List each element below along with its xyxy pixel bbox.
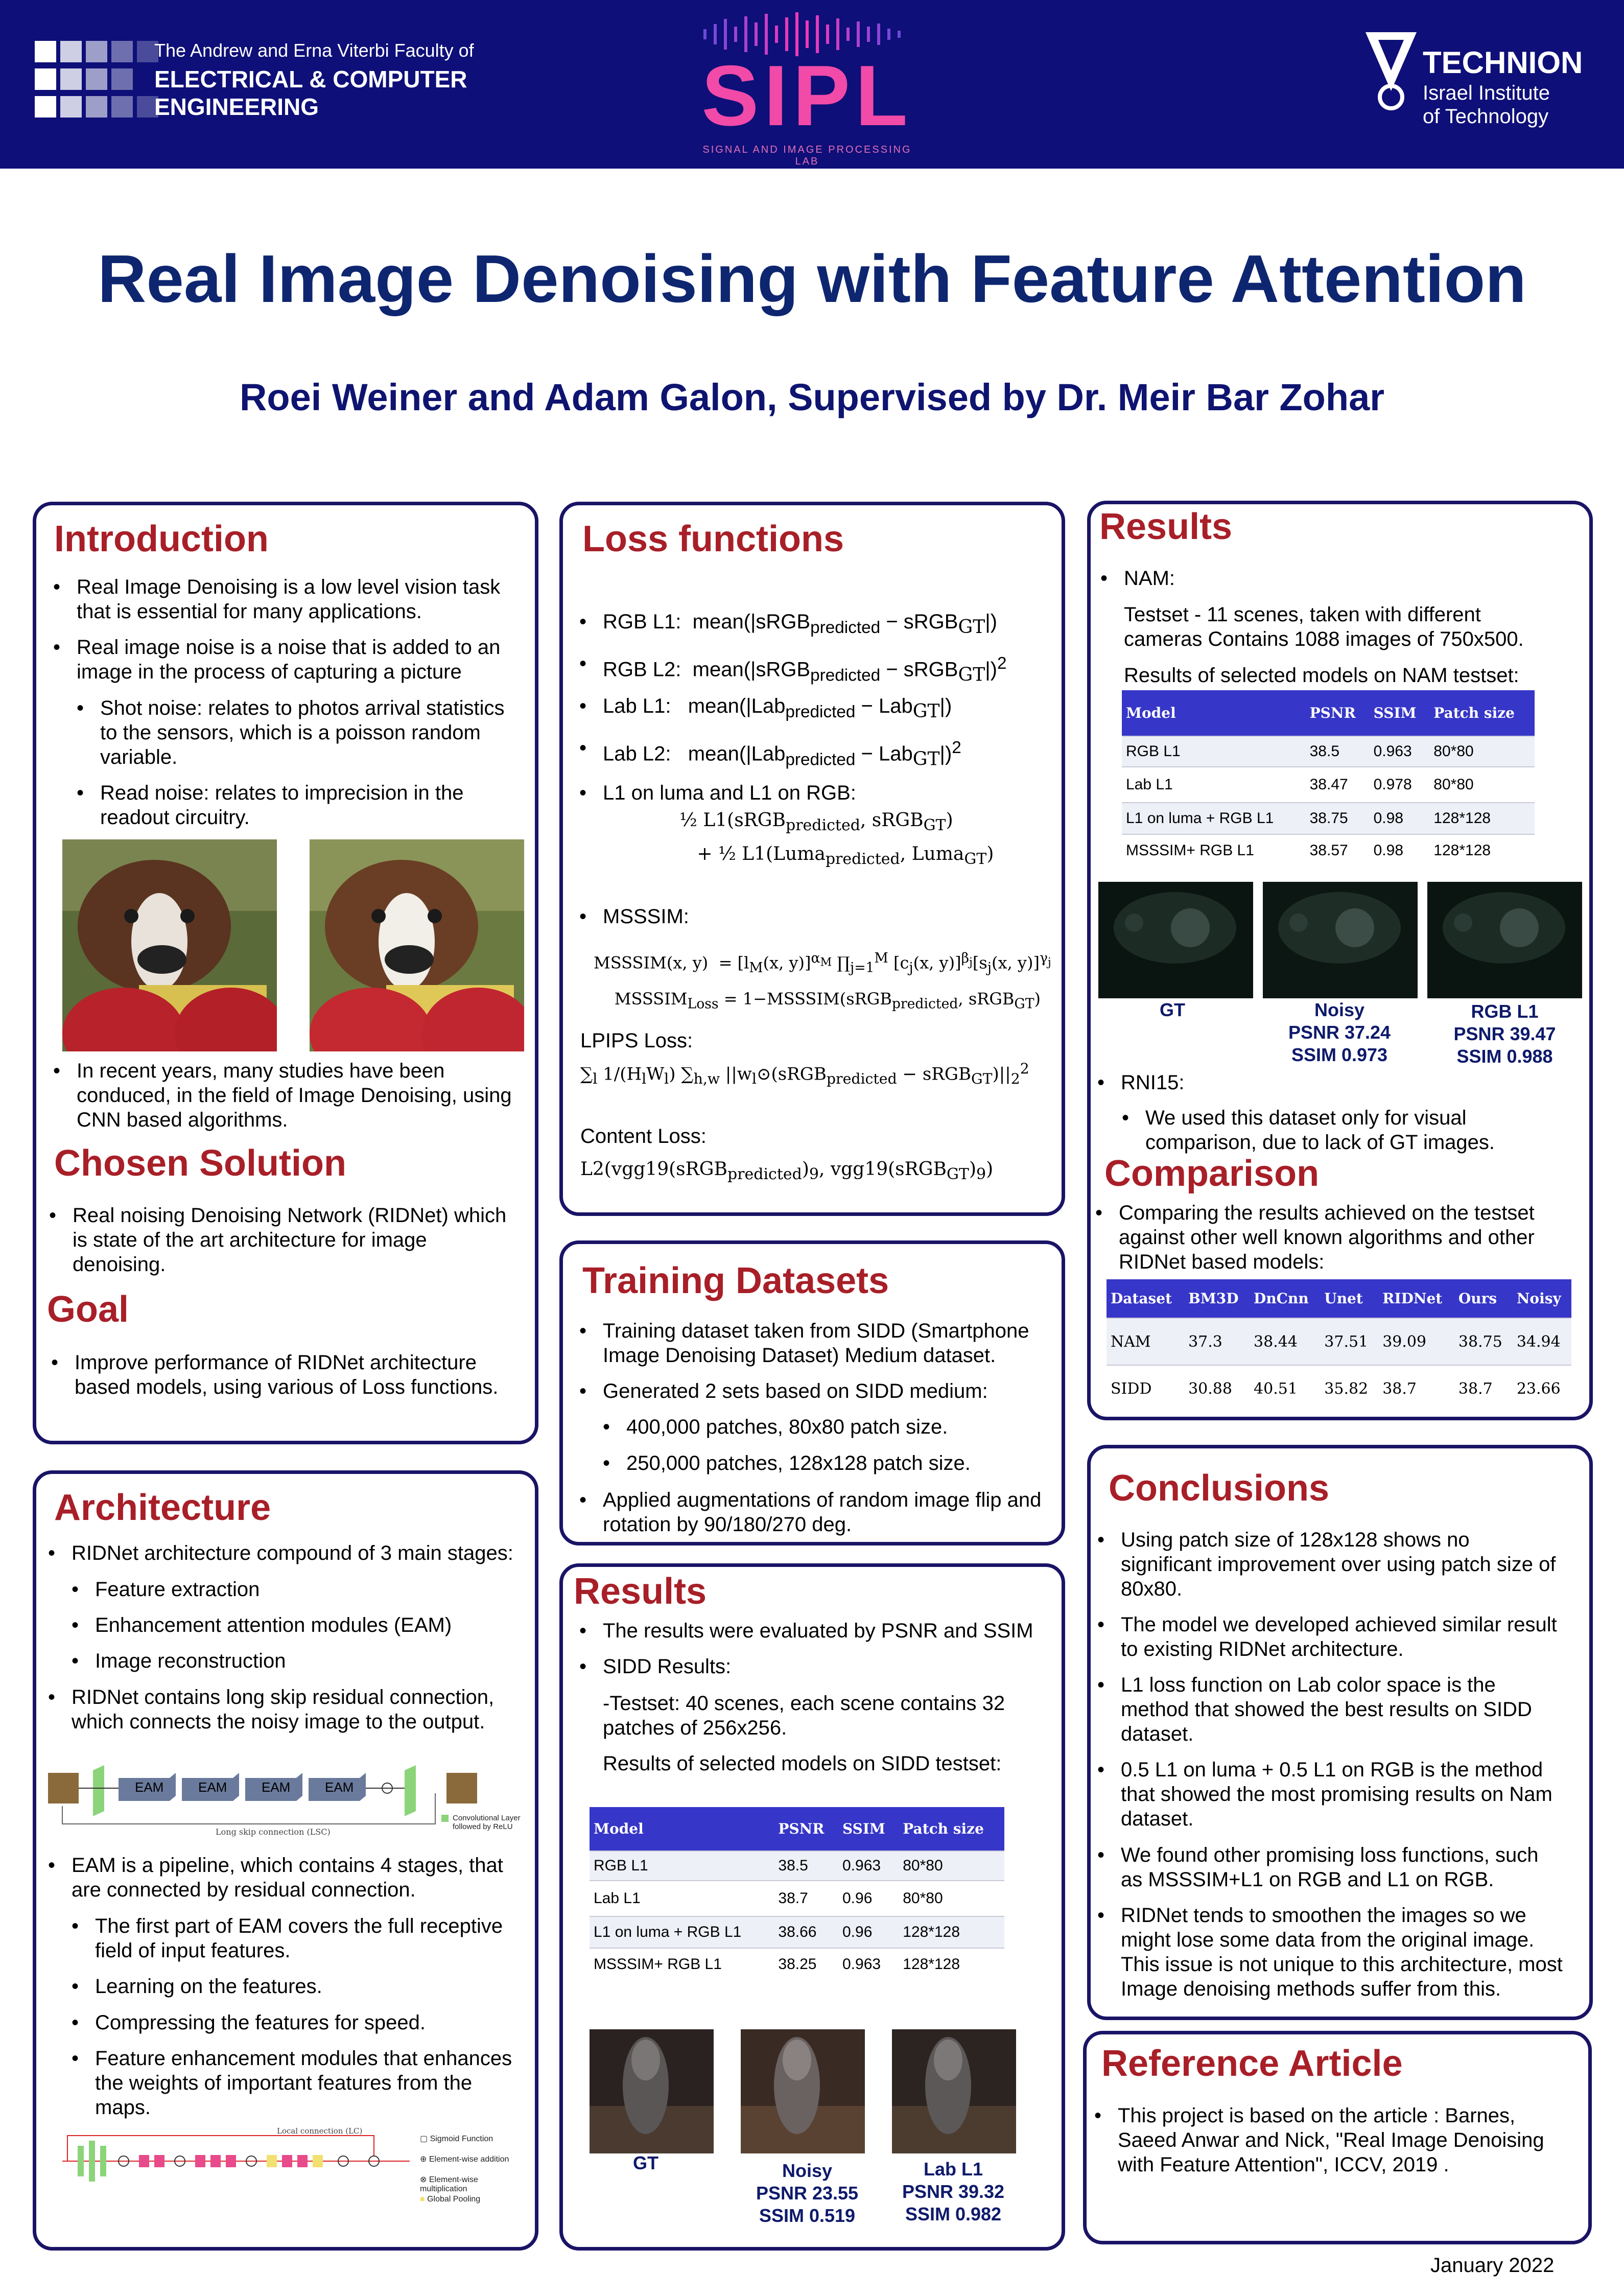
header-banner bbox=[0, 0, 1624, 169]
legend-pooling: ■ Global Pooling bbox=[420, 2195, 481, 2204]
datasets-sub-2: • 250,000 patches, 128x128 patch size. bbox=[626, 1451, 1050, 1475]
loss-title: Loss functions bbox=[582, 519, 844, 559]
results-nam-sub-1: • We used this dataset only for visual comparison, due to lack of GT images. bbox=[1145, 1106, 1554, 1155]
luma-rgb-equation: ½ L1(sRGB$_{predicted}$, sRGB$_{GT}$) + ½ L1(Luma$_{predicted}$, Luma$_{GT}$) bbox=[679, 810, 994, 869]
arch-bullet-3: • EAM is a pipeline, which contains 4 stages, that are connected by residual connection. bbox=[72, 1853, 521, 1902]
eam-label-2: EAM bbox=[198, 1779, 227, 1795]
chosen-title: Chosen Solution bbox=[54, 1143, 346, 1184]
technion-sub1: Israel Institute bbox=[1423, 82, 1550, 104]
arch-sub-7: • Feature enhancement modules that enhances the weights of important features from the maps. bbox=[95, 2046, 514, 2120]
intro-bullet-2: • Real image noise is a noise that is added to an image in the process of capturing a picture bbox=[77, 635, 516, 684]
legend-sigmoid: ▢ Sigmoid Function bbox=[420, 2135, 493, 2143]
arch-sub-6: • Compressing the features for speed. bbox=[95, 2010, 514, 2035]
faculty-line3: ENGINEERING bbox=[154, 93, 319, 120]
nam-cap-gt: GT bbox=[1160, 999, 1185, 1020]
sigmoid-icon: ▢ bbox=[420, 2135, 430, 2143]
table-row: RGB L1 38.5 0.963 80*80 bbox=[1122, 736, 1535, 767]
results-nam-testset: Testset - 11 scenes, taken with different cameras Contains 1088 images of 750x500. bbox=[1124, 603, 1524, 650]
nam-gt-image bbox=[1098, 882, 1253, 998]
comparison-title: Comparison bbox=[1104, 1153, 1320, 1194]
results-nam-caption: Results of selected models on NAM testset: bbox=[1124, 664, 1519, 687]
nam-results-table bbox=[1122, 690, 1535, 866]
comparison-bullet-1: • Comparing the results achieved on the testset against other well known algorithms and other RIDNet based models: bbox=[1119, 1201, 1568, 1274]
technion-emblem-icon bbox=[1363, 30, 1419, 111]
table-row: SIDD 30.88 40.51 35.82 38.7 38.7 23.66 bbox=[1107, 1365, 1571, 1412]
sipl-subtitle: SIGNAL AND IMAGE PROCESSING LAB bbox=[702, 144, 912, 167]
sidd-lab-image bbox=[892, 2029, 1016, 2153]
datasets-title: Training Datasets bbox=[582, 1260, 889, 1301]
eam-label-4: EAM bbox=[325, 1779, 354, 1795]
comparison-table bbox=[1107, 1279, 1571, 1412]
clean-dog-image bbox=[310, 839, 524, 1051]
content-equation: $L2(vgg19(sRGB_{predicted})_9$, $vgg19(sRGB_{GT})_9$) bbox=[580, 1159, 994, 1184]
eam-label-1: EAM bbox=[135, 1779, 164, 1795]
sidd-cap-lab: Lab L1 PSNR 39.32 SSIM 0.982 bbox=[902, 2159, 1005, 2224]
results-sidd-bullet-1: • The results were evaluated by PSNR and SSIM bbox=[603, 1619, 1052, 1643]
results-sidd-caption: Results of selected models on SIDD testset: bbox=[603, 1752, 1002, 1775]
conclusions-bullet-2: • The model we developed achieved similar result to existing RIDNet architecture. bbox=[1121, 1612, 1565, 1661]
table-header-row: Model PSNR SSIM Patch size bbox=[590, 1807, 1004, 1851]
conclusions-bullet-4: • 0.5 L1 on luma + 0.5 L1 on RGB is the method that showed the most promising results on Nam dataset. bbox=[1121, 1758, 1565, 1831]
results-nam-title: Results bbox=[1099, 506, 1233, 547]
intro-bullet-3: • In recent years, many studies have been conduced, in the field of Image Denoising, using CNN based algorithms. bbox=[77, 1059, 516, 1132]
loss-lab-l1: • Lab L1: mean(|Lab$_{predicted}$ − Lab$_{GT}$|) bbox=[603, 694, 1052, 724]
loss-lpips: LPIPS Loss: bbox=[580, 1029, 693, 1052]
nam-noisy-image bbox=[1263, 882, 1418, 998]
conclusions-title: Conclusions bbox=[1109, 1468, 1330, 1509]
conclusions-bullet-3: • L1 loss function on Lab color space is the method that showed the best results on SIDD dataset. bbox=[1121, 1673, 1565, 1746]
loss-msssim: • MSSSIM: bbox=[603, 904, 1052, 929]
conv-legend: Convolutional Layer followed by ReLU bbox=[453, 1814, 521, 1831]
conclusions-bullet-6: • RIDNet tends to smoothen the images so we might lose some data from the original image. This issue is not unique to this architecture, most Image denoising methods suffer from this. bbox=[1121, 1903, 1565, 2001]
msssim-equation: MSSSIM(x, $y) = [l_M(x$, y)]$^{\alpha_M}$ $\prod_{j=1}^M$ [$c_j(x$, $y)]^{\beta_j}[s_j(x$, y)]$^{\gamma_j}$ $MSSSIM_{Loss}$ = 1−MSSSIM(sRGB$_{predicted}$, sRGB$_{GT}$) bbox=[594, 950, 1051, 1012]
table-row: NAM 37.3 38.44 37.51 39.09 38.75 34.94 bbox=[1107, 1318, 1571, 1365]
loss-rgb-l1: • RGB L1: mean(|sRGB$_{predicted}$ − sRGB$_{GT}$|) bbox=[603, 610, 1052, 640]
sidd-cap-noisy: Noisy PSNR 23.55 SSIM 0.519 bbox=[756, 2160, 859, 2226]
sidd-gt-image bbox=[590, 2029, 714, 2153]
times-circle-icon: ⊗ bbox=[420, 2175, 429, 2184]
pooling-icon: ■ bbox=[420, 2195, 428, 2204]
sidd-results-table bbox=[590, 1807, 1004, 1980]
datasets-sub-1: • 400,000 patches, 80x80 patch size. bbox=[626, 1415, 1050, 1439]
noisy-dog-image bbox=[62, 839, 277, 1051]
loss-luma-rgb: • L1 on luma and L1 on RGB: bbox=[603, 781, 1052, 805]
faculty-line1: The Andrew and Erna Viterbi Faculty of bbox=[154, 40, 474, 61]
results-nam-bullet-1: • NAM: bbox=[1124, 566, 1573, 591]
eam-diagram bbox=[57, 2125, 527, 2207]
ridnet-diagram bbox=[47, 1758, 527, 1839]
lpips-equation: $\sum_l$ $1/(H_lW_l)$ $\sum_{h,w}$ $||w_l⊙(sRGB_{predicted}$ − $sRGB_{GT})||_2^2$ bbox=[580, 1060, 1029, 1088]
table-row: Lab L1 38.7 0.96 80*80 bbox=[590, 1881, 1004, 1916]
table-row: RGB L1 38.5 0.963 80*80 bbox=[590, 1851, 1004, 1881]
lc-label: Local connection (LC) bbox=[277, 2126, 363, 2136]
datasets-bullet-2: • Generated 2 sets based on SIDD medium: bbox=[603, 1379, 1052, 1403]
nam-rgb-image bbox=[1427, 882, 1582, 998]
results-sidd-title: Results bbox=[574, 1571, 707, 1612]
legend-addition: ⊕ Element-wise addition bbox=[420, 2155, 509, 2164]
results-sidd-bullet-2: • SIDD Results: bbox=[603, 1654, 1052, 1679]
arch-bullet-2: • RIDNet contains long skip residual connection, which connects the noisy image to the output. bbox=[72, 1685, 521, 1734]
poster-authors: Roei Weiner and Adam Galon, Supervised by Dr. Meir Bar Zohar bbox=[239, 376, 1385, 418]
arch-sub-2: • Enhancement attention modules (EAM) bbox=[95, 1613, 514, 1637]
results-nam-bullet-2: • RNI15: bbox=[1121, 1070, 1570, 1095]
sidd-cap-gt: GT bbox=[633, 2152, 658, 2173]
table-header-row: Model PSNR SSIM Patch size bbox=[1122, 690, 1535, 736]
arch-sub-1: • Feature extraction bbox=[95, 1577, 514, 1602]
technion-name: TECHNION bbox=[1423, 45, 1583, 80]
goal-title: Goal bbox=[47, 1289, 129, 1330]
faculty-line2: ELECTRICAL & COMPUTER bbox=[154, 66, 467, 92]
loss-content: Content Loss: bbox=[580, 1125, 707, 1147]
reference-title: Reference Article bbox=[1101, 2043, 1403, 2084]
loss-rgb-l2: • RGB L2: mean(|sRGB$_{predicted}$ − sRGB$_{GT}$|)$^2$ bbox=[603, 651, 1052, 688]
conclusions-bullet-1: • Using patch size of 128x128 shows no significant improvement over using patch size of 80x80. bbox=[1121, 1528, 1565, 1601]
intro-title: Introduction bbox=[54, 519, 269, 559]
conclusions-bullet-5: • We found other promising loss functions, such as MSSSIM+L1 on RGB and L1 on RGB. bbox=[1121, 1843, 1565, 1892]
eam-diagram-graphics bbox=[57, 2125, 415, 2202]
reference-bullet-1: • This project is based on the article : Barnes, Saeed Anwar and Nick, "Real Image Denoising with Feature Attention", ICCV, 2019 . bbox=[1118, 2103, 1565, 2177]
arch-sub-4: • The first part of EAM covers the full receptive field of input features. bbox=[95, 1914, 514, 1963]
table-row: L1 on luma + RGB L1 38.66 0.96 128*128 bbox=[590, 1916, 1004, 1948]
loss-lab-l2: • Lab L2: mean(|Lab$_{predicted}$ − Lab$_{GT}$|)$^2$ bbox=[603, 736, 1052, 772]
table-header-row: Dataset BM3D DnCnn Unet RIDNet Ours Noisy bbox=[1107, 1279, 1571, 1318]
chosen-bullet-1: • Real noising Denoising Network (RIDNet) which is state of the art architecture for image denoising. bbox=[73, 1203, 517, 1277]
results-sidd-testset: -Testset: 40 scenes, each scene contains 32 patches of 256x256. bbox=[603, 1692, 1005, 1739]
intro-sub-1: • Shot noise: relates to photos arrival statistics to the sensors, which is a poisson random variable. bbox=[100, 696, 514, 769]
arch-sub-3: • Image reconstruction bbox=[95, 1649, 514, 1673]
intro-bullet-1: • Real Image Denoising is a low level vision task that is essential for many applications. bbox=[77, 575, 516, 624]
arch-sub-5: • Learning on the features. bbox=[95, 1974, 514, 1999]
nam-cap-rgb: RGB L1 PSNR 39.47 SSIM 0.988 bbox=[1453, 1001, 1556, 1067]
table-row: L1 on luma + RGB L1 38.75 0.98 128*128 bbox=[1122, 803, 1535, 834]
lsc-label: Long skip connection (LSC) bbox=[216, 1827, 331, 1837]
sidd-noisy-image bbox=[741, 2029, 865, 2153]
eam-label-3: EAM bbox=[262, 1779, 291, 1795]
poster-title: Real Image Denoising with Feature Attention bbox=[98, 241, 1526, 316]
sipl-wordmark: SIPL bbox=[701, 48, 913, 144]
technion-sub2: of Technology bbox=[1423, 105, 1549, 128]
datasets-bullet-1: • Training dataset taken from SIDD (Smartphone Image Denoising Dataset) Medium dataset. bbox=[603, 1319, 1052, 1368]
datasets-bullet-3: • Applied augmentations of random image flip and rotation by 90/180/270 deg. bbox=[603, 1488, 1052, 1537]
intro-sub-2: • Read noise: relates to imprecision in the readout circuitry. bbox=[100, 781, 514, 830]
plus-circle-icon: ⊕ bbox=[420, 2155, 429, 2164]
table-row: MSSSIM+ RGB L1 38.25 0.963 128*128 bbox=[590, 1948, 1004, 1980]
poster-date: January 2022 bbox=[1430, 2254, 1555, 2277]
nam-cap-noisy: Noisy PSNR 37.24 SSIM 0.973 bbox=[1288, 999, 1391, 1065]
arch-title: Architecture bbox=[54, 1487, 271, 1528]
goal-bullet-1: • Improve performance of RIDNet architecture based models, using various of Loss functions. bbox=[75, 1350, 519, 1399]
arch-bullet-1: • RIDNet architecture compound of 3 main stages: bbox=[72, 1541, 521, 1565]
table-row: Lab L1 38.47 0.978 80*80 bbox=[1122, 767, 1535, 803]
table-row: MSSSIM+ RGB L1 38.57 0.98 128*128 bbox=[1122, 834, 1535, 866]
legend-multiplication: ⊗ Element-wise multiplication bbox=[420, 2175, 478, 2193]
